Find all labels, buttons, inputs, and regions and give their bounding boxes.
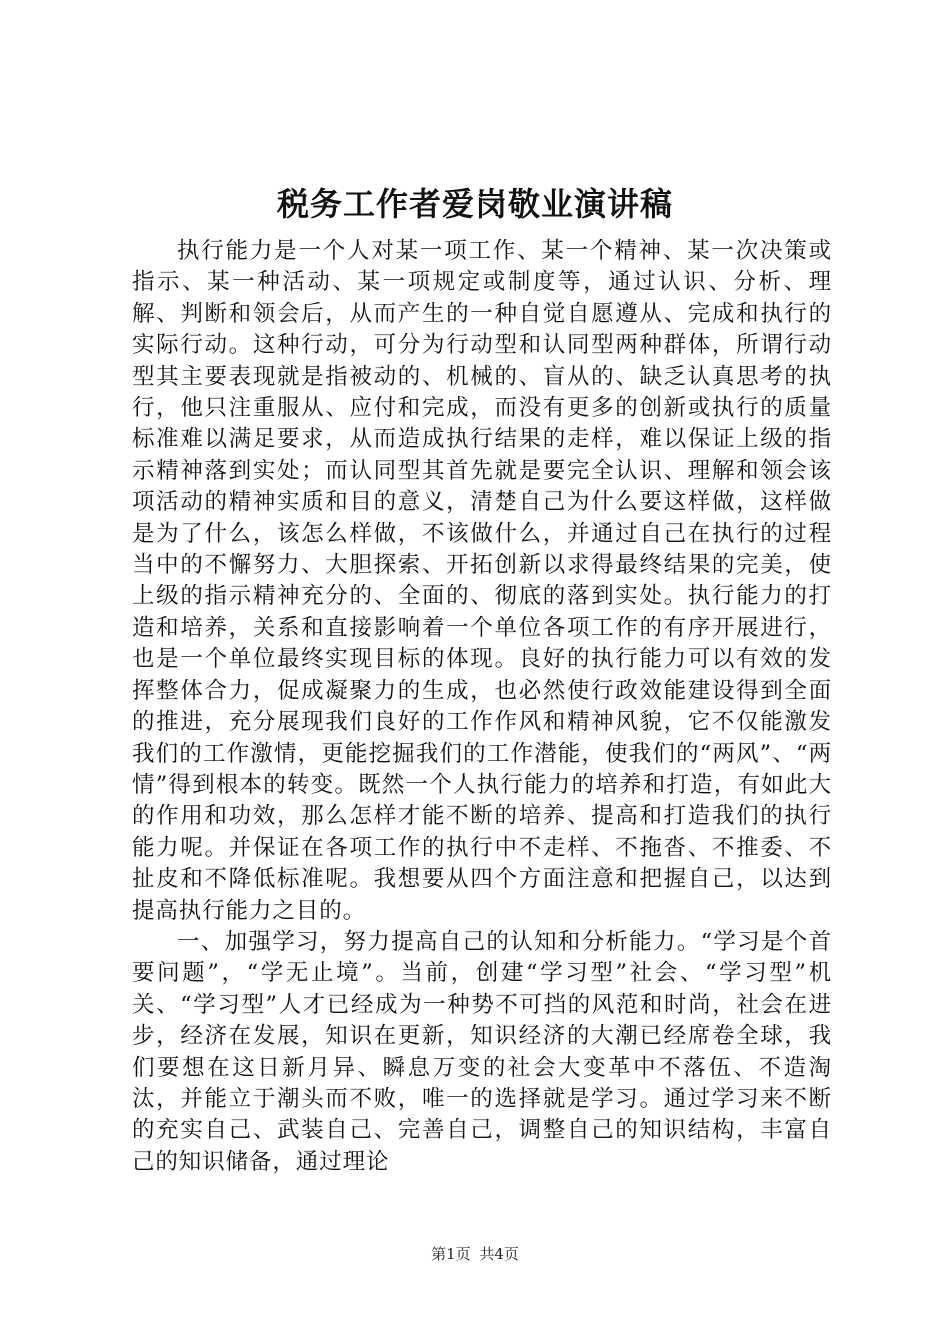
paragraph-2: 一、加强学习，努力提高自己的认知和分析能力。“学习是个首要问题”，“学无止境”。当前，创建“学习型”社会、“学习型”机关、“学习型”人才已经成为一种势不可挡的风范和时尚，社会在进步，经济在发展，知识在更新，知识经济的大潮已经席卷全球，我们要想在这日新月异、瞬息万变的社会大变革中不落伍、不造淘汰，并能立于潮头而不败，唯一的选择就是学习。通过学习来不断的充实自己、武装自己、完善自己，调整自己的知识结构，丰富自己的知识储备，通过理论 [132, 928, 832, 1175]
document-body [132, 236, 832, 1178]
page-number-total: 共4页 [479, 1245, 519, 1263]
page-footer [0, 1244, 950, 1264]
paragraph-1: 执行能力是一个人对某一项工作、某一个精神、某一次决策或指示、某一种活动、某一项规定或制度等，通过认识、分析、理解、判断和领会后，从而产生的一种自觉自愿遵从、完成和执行的实际行动。这种行动，可分为行动型和认同型两种群体，所谓行动型其主要表现就是指被动的、机械的、盲从的、缺乏认真思考的执行，他只注重服从、应付和完成，而没有更多的创新或执行的质量标准难以满足要求，从而造成执行结果的走样，难以保证上级的指示精神落到实处；而认同型其首先就是要完全认识、理解和领会该项活动的精神实质和目的意义，清楚自己为什么要这样做，这样做是为了什么，该怎么样做，不该做什么，并通过自己在执行的过程当中的不懈努力、大胆探索、开拓创新以求得最终结果的完美，使上级的指示精神充分的、全面的、彻底的落到实处。执行能力的打造和培养，关系和直接影响着一个单位各项工作的有序开展进行，也是一个单位最终实现目标的体现。良好的执行能力可以有效的发挥整体合力，促成凝聚力的生成，也必然使行政效能建设得到全面的推进，充分展现我们良好的工作作风和精神风貌，它不仅能激发我们的工作激情，更能挖掘我们的工作潜能，使我们的“两风”、“两情”得到根本的转变。既然一个人执行能力的培养和打造，有如此大的作用和功效，那么怎样才能不断的培养、提高和打造我们的执行能力呢。并保证在各项工作的执行中不走样、不拖沓、不推委、不扯皮和不降低标准呢。我想要从四个方面注意和把握自己，以达到提高执行能力之目的。 [132, 238, 832, 924]
page-number-current: 第1页 [431, 1245, 471, 1263]
document-title: 税务工作者爱岗敬业演讲稿 [276, 185, 673, 223]
